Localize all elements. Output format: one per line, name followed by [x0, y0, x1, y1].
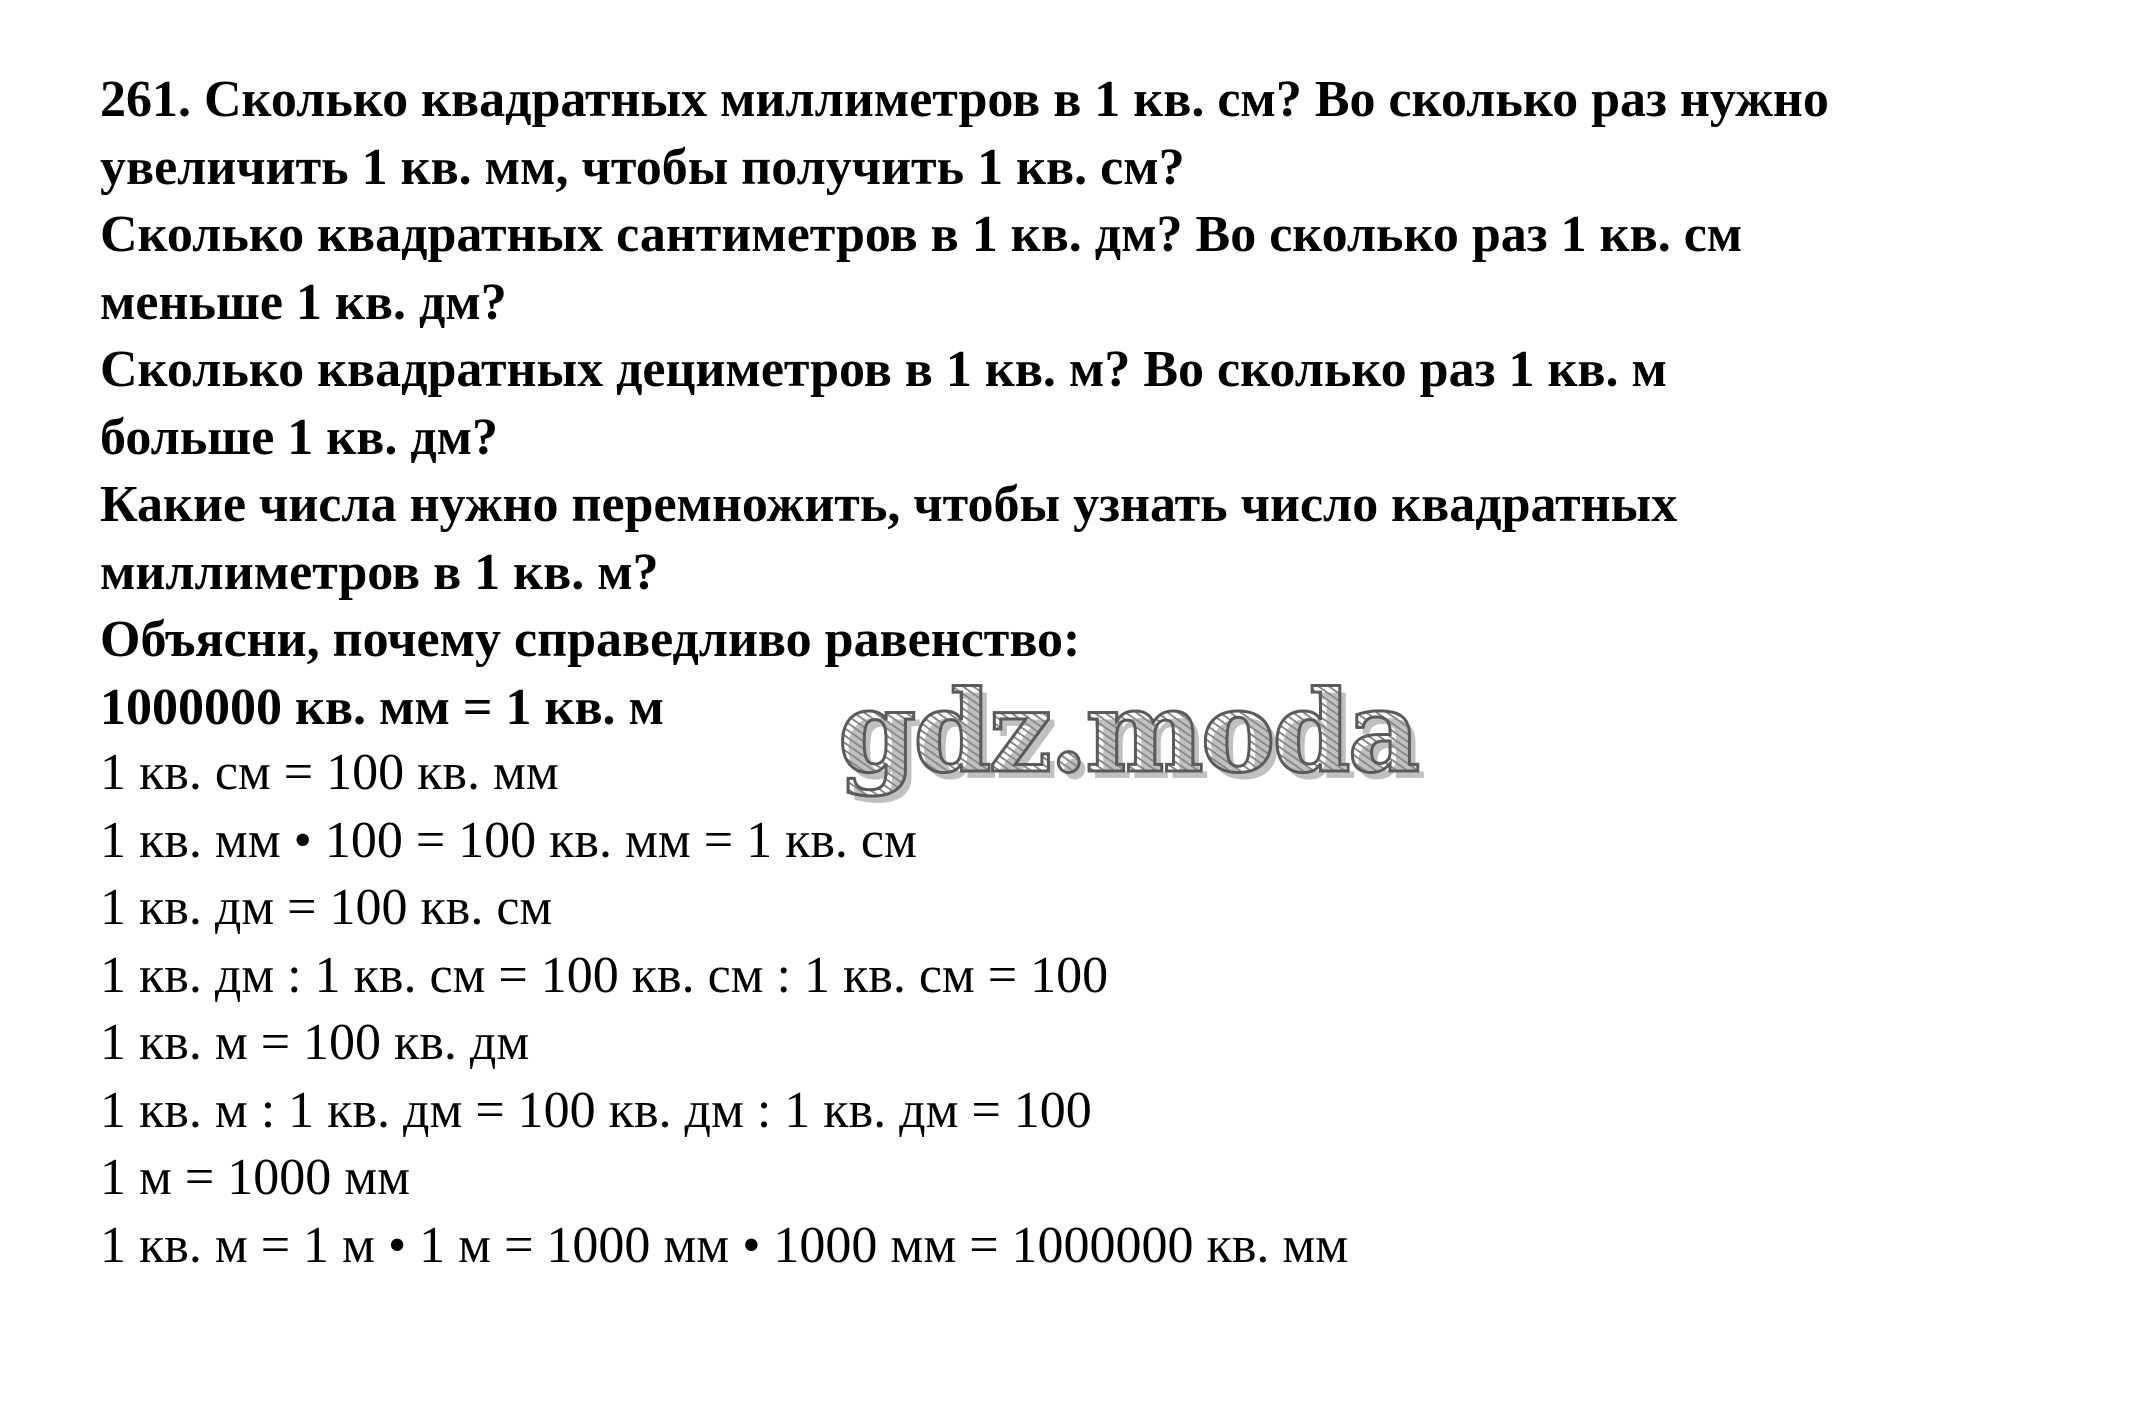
- answer-line-2: 1 кв. мм • 100 = 100 кв. мм = 1 кв. см: [100, 811, 917, 869]
- question-line-3: Сколько квадратных сантиметров в 1 кв. дм? Во сколько раз 1 кв. см: [100, 206, 1743, 263]
- question-line-7: Какие числа нужно перемножить, чтобы узнать число квадратных: [100, 476, 1678, 533]
- answer-line-5: 1 кв. м = 100 кв. дм: [100, 1014, 530, 1071]
- question-line-1: 261. Сколько квадратных миллиметров в 1 кв. см? Во сколько раз нужно: [100, 71, 1829, 128]
- question-line-6: больше 1 кв. дм?: [100, 408, 499, 466]
- answer-line-1: 1 кв. см = 100 кв. мм: [100, 744, 559, 801]
- question-line-5: Сколько квадратных дециметров в 1 кв. м? Во сколько раз 1 кв. м: [100, 341, 1667, 398]
- answer-line-3: 1 кв. дм = 100 кв. см: [100, 879, 553, 936]
- answer-line-7: 1 м = 1000 мм: [100, 1149, 411, 1206]
- question-line-10: 1000000 кв. мм = 1 кв. м: [100, 678, 664, 736]
- task-question: [100, 66, 2100, 741]
- answer-line-4: 1 кв. дм : 1 кв. см = 100 кв. см : 1 кв. см = 100: [100, 946, 1109, 1004]
- question-line-4: меньше 1 кв. дм?: [100, 273, 507, 331]
- question-line-2: увеличить 1 кв. мм, чтобы получить 1 кв. см?: [100, 138, 1185, 196]
- task-answer: [100, 739, 2100, 1279]
- answer-line-6: 1 кв. м : 1 кв. дм = 100 кв. дм : 1 кв. дм = 100: [100, 1081, 1092, 1139]
- answer-line-8: 1 кв. м = 1 м • 1 м = 1000 мм • 1000 мм = 1000000 кв. мм: [100, 1216, 1349, 1274]
- question-line-9: Объясни, почему справедливо равенство:: [100, 611, 1081, 668]
- watermark-logo: gdz.moda: [838, 667, 1418, 798]
- question-line-8: миллиметров в 1 кв. м?: [100, 543, 659, 601]
